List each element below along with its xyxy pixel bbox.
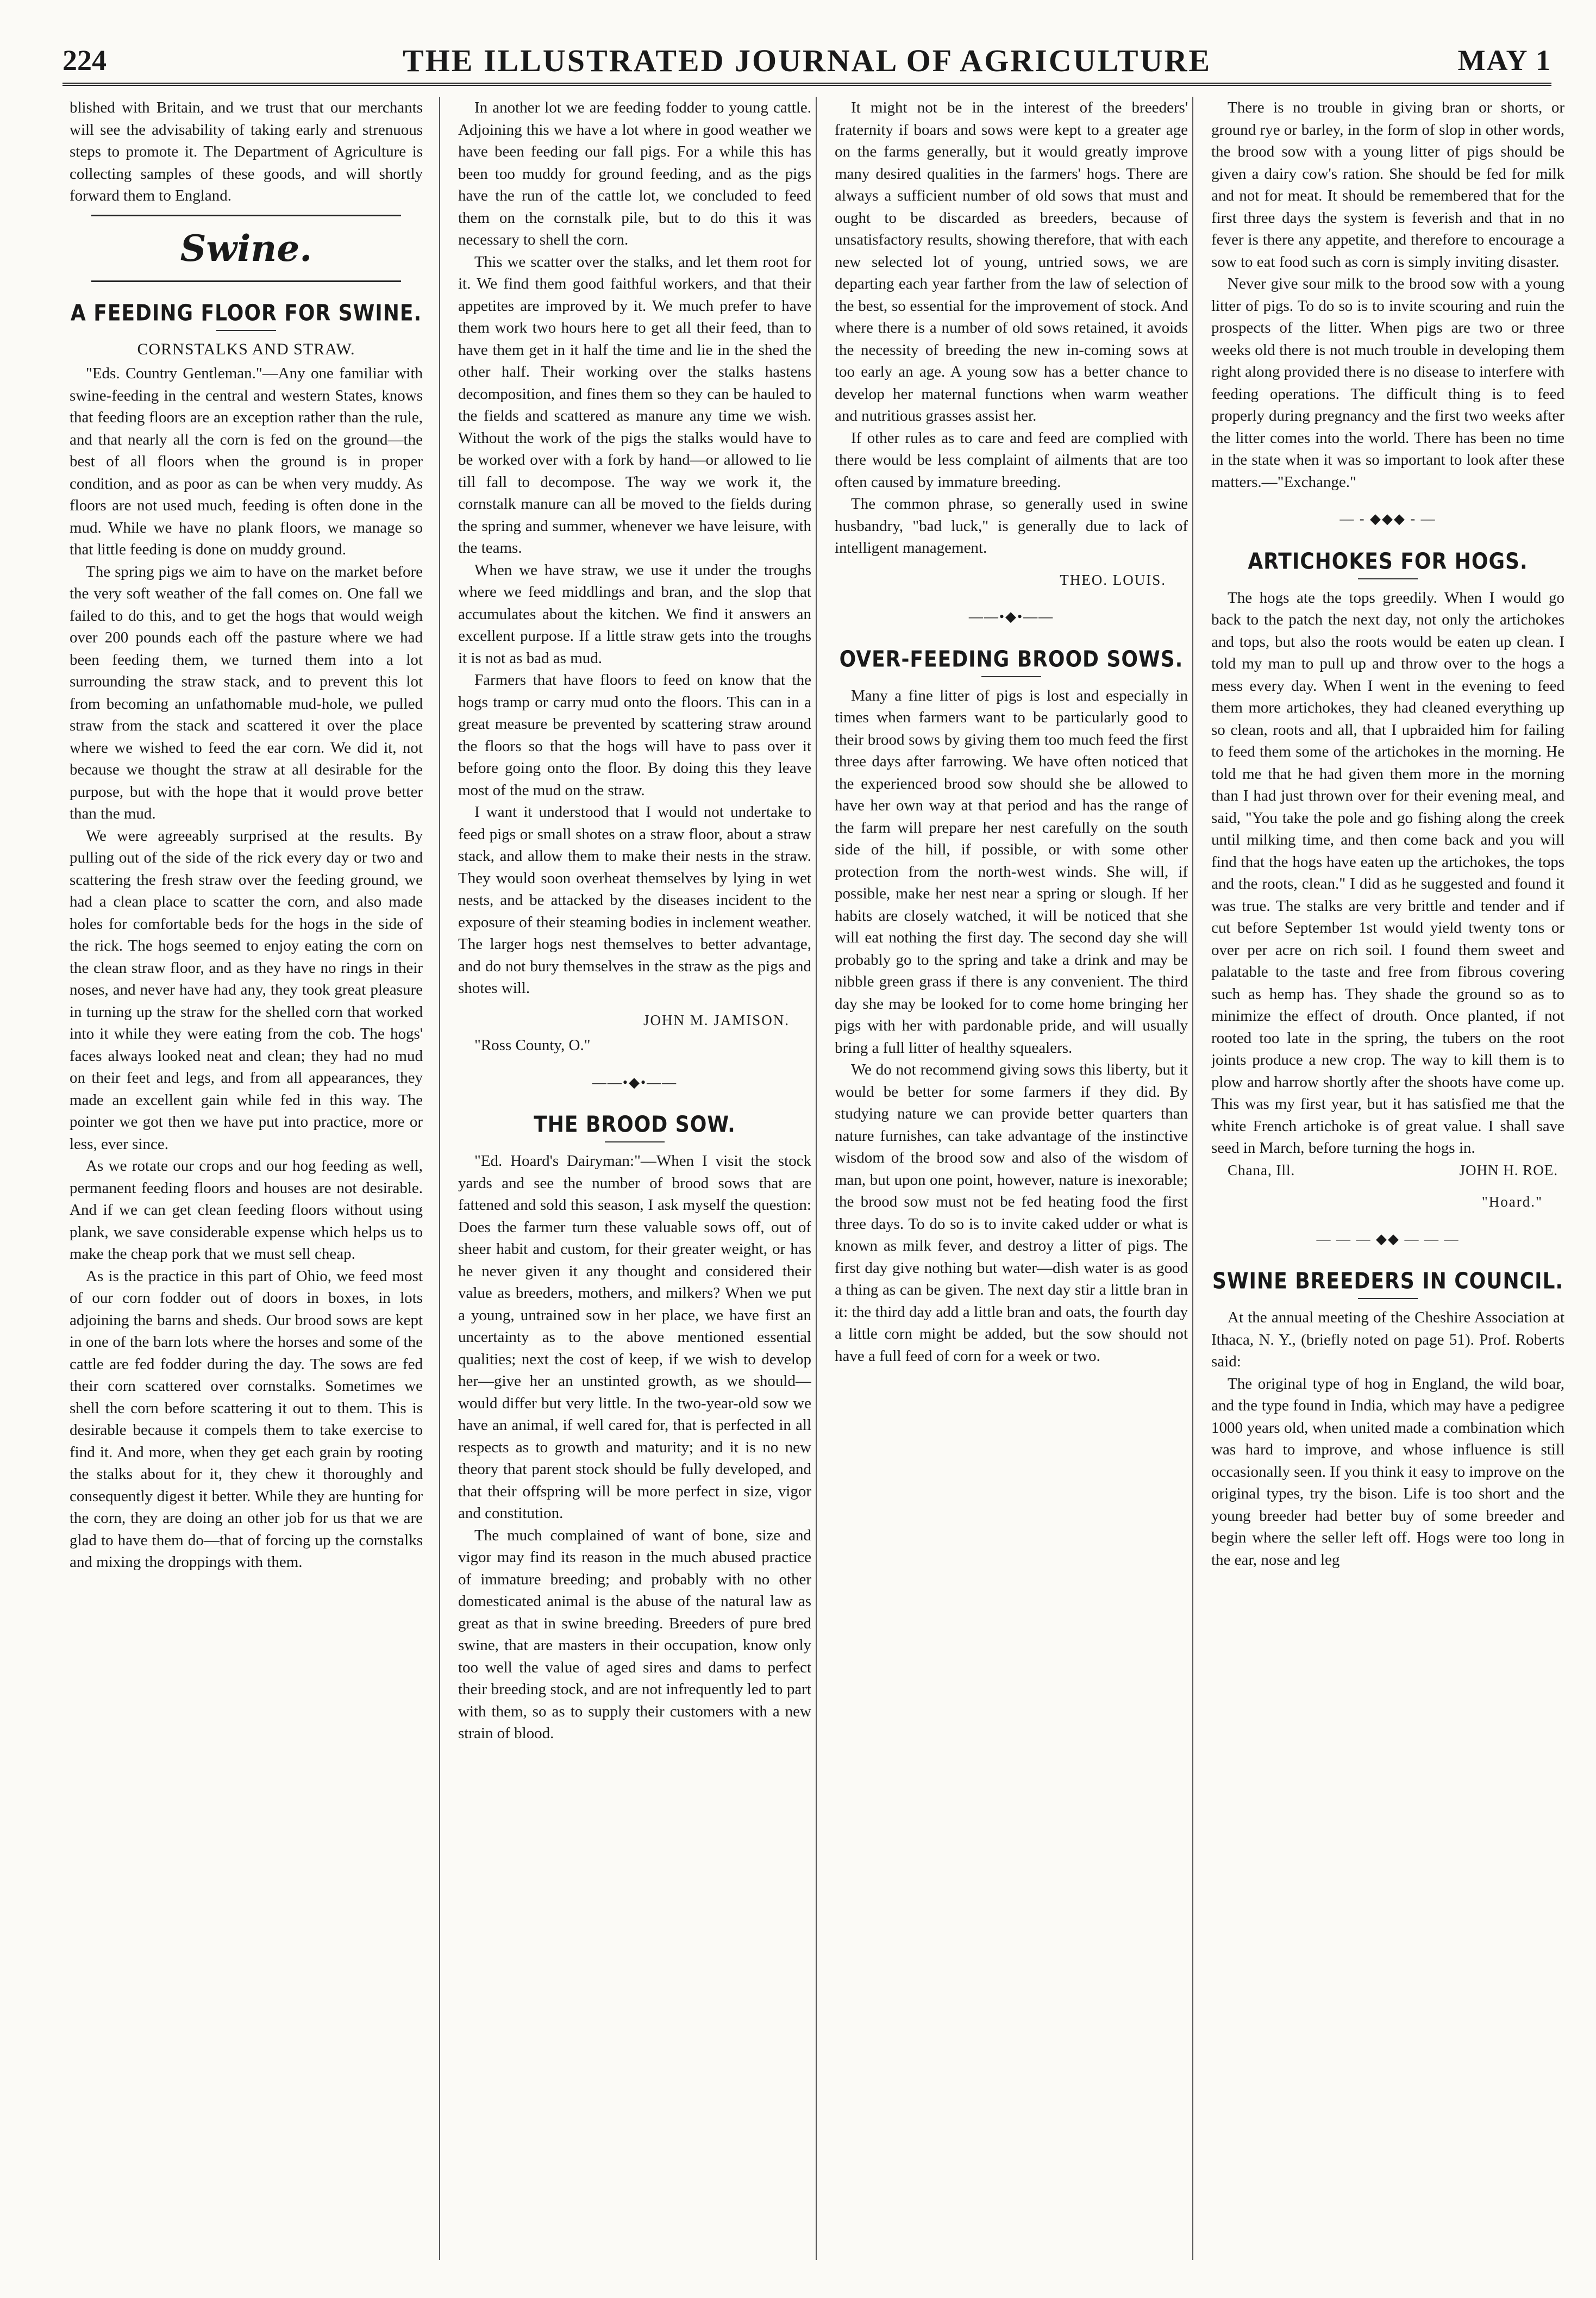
article-paragraph: The hogs ate the tops greedily. When I would go back to the patch the next day, not only the artichokes and tops, but also the roots would be eaten up clean. I told my man to pull up and throw over to the hogs a mess every day. When I went in the evening to feed them more artichokes, they had cleaned everything up so clean, roots and all, that I upbraided him for failing to feed them some of the artichokes in the morning. He told me that he had given them more in the morning than I had just thrown over for their evening meal, and said, "You take the pole and go fishing along the creek until milking time, and then come back and you will find that the hogs have eaten up the artichokes, the tops and the roots, clean." I did as he suggested and found it was true. The stalks are very brittle and tender and if cut before September 1st would yield twenty tons or over per acre on rich soil. I found them sweet and palatable to the taste and free from fibrous covering such as hemp has. They shade the ground so as to minimize the effect of drouth. Once planted, if not rooted too late in the spring, the tubers on the root joints produce a new crop. The way to kill them is to plow and harrow shortly after the shoots have come up. This was my first year, but it has satisfied me that the white French artichoke is of great value. I shall save seed in March, before turning the hogs in. [1211,589,1564,1157]
column-rule [439,97,440,2260]
column-4 [1211,97,1564,2265]
article-source: "Hoard." [1481,1194,1543,1210]
ornament-divider: ——•◆•—— [968,609,1054,625]
article-paragraph: As is the practice in this part of Ohio, we feed most of our corn fodder out of doors in boxes, in lots adjoining the barns and sheds. Our brood sows are kept in one of the barn lots where the horses and some of the cattle are fed fodder during the day. The sows are fed their corn scattered over cornstalks. Sometimes we shell the corn before scattering it out to them. This is desirable because it compels them to take exercise to find it. And more, when they get each grain by rooting the stalks about for it, they chew it thoroughly and consequently digest it better. While they are hunting for the corn, they are doing an other job for us that we are glad to have them do—that of forcing up the cornstalks and mixing the droppings with them. [70,1267,423,1571]
article-paragraph: Farmers that have floors to feed on know that the hogs tramp or carry mud onto the floors. This can in a great measure be prevented by scattering straw around the floors so that the hogs will have to pass over it before going onto the floor. By doing this they leave most of the mud on the straw. [458,671,811,799]
article-subheadline: CORNSTALKS AND STRAW. [137,340,355,358]
article-paragraph: At the annual meeting of the Cheshire Association at Ithaca, N. Y., (briefly noted on page 51). Prof. Roberts said: [1211,1309,1564,1370]
article-paragraph: This we scatter over the stalks, and let them root for it. We find them good faithful workers, and that their appetites are improved by it. We much prefer to have them work two hours here to get all their feed, than to have them get in it half the time and lie in the shed the other half. Their working over the stalks hastens decomposition, and fines them so they can be hauled to the fields and scattered as manure any time we wish. Without the work of the pigs the stalks would have to be worked over with a fork by hand—or allowed to lie till fall to decompose. The way we work it, the cornstalk manure can all be moved to the fields during the spring and summer, whenever we have leisure, with the teams. [458,253,811,557]
column-rule [1192,97,1193,2260]
author-location: "Ross County, O." [474,1036,591,1054]
headline-rule [605,1141,665,1142]
article-headline: THE BROOD SOW. [534,1111,736,1138]
article-paragraph: In another lot we are feeding fodder to young cattle. Adjoining this we have a lot where in good weather we have been feeding our fall pigs. For a while this has been too muddy for ground feeding, and as the pigs have the run of the cattle lot, we concluded to feed them on the cornstalk pile, but to do this it was necessary to shell the corn. [458,99,811,248]
article-headline: A FEEDING FLOOR FOR SWINE. [70,300,422,326]
column-1 [70,97,423,2265]
author-signature: THEO. LOUIS. [1060,571,1166,588]
article-paragraph: Many a fine litter of pigs is lost and especially in times when farmers want to be particularly good to their brood sows by giving them too much feed the first three days after farrowing. We have often noticed that the experienced brood sow should she be allowed to have her own way at that period and has the range of the farm will prepare her nest carefully on the south side of the hill, if possible, or with some other protection from the north-west winds. She will, if possible, make her nest near a spring or slough. If her habits are closely watched, it will be noticed that she will eat nothing the first day. The second day she will probably go to the spring and take a drink and may be nibble green grass if there is any convenient. The third day she may be looked for to come home bringing her pigs with her with pardonable pride, and will usually bring a full litter of healthy squealers. [835,686,1188,1057]
journal-title: THE ILLUSTRATED JOURNAL OF AGRICULTURE [402,43,1212,78]
article-headline: SWINE BREEDERS IN COUNCIL. [1212,1268,1564,1294]
ornament-divider: — - ◆◆◆ - — [1340,511,1436,527]
article-paragraph: We were agreeably surprised at the results. By pulling out of the side of the rick every day or two and scattering the fresh straw over the feeding ground, we had a clean place to scatter the corn, and also made holes for comfortable beds for the hogs in the side of the rick. The hogs seemed to enjoy eating the corn on the clean straw floor, and as they have no rings in their noses, and never have had any, they took great pleasure in turning up the straw for the shelled corn that worked into it while they were eating from the cob. The hogs' faces always looked neat and clean; they had no mud on their feet and legs, and from all appearances, they made an excellent gain while fed in this way. The pointer we got then we have put into practice, more or less, ever since. [70,827,423,1153]
page-number: 224 [62,44,107,77]
article-paragraph: When we have straw, we use it under the troughs where we feed middlings and bran, and the slop that accumulates about the kitchen. We find it answers an excellent purpose. If a little straw gets into the troughs it is not as bad as mud. [458,561,811,667]
headline-rule [981,676,1041,677]
article-paragraph: As we rotate our crops and our hog feeding as well, permanent feeding floors and houses are not desirable. And if we can get clean feeding floors without using plank, we save considerable expense which helps us to make the cheap pork that we must sell cheap. [70,1157,423,1263]
article-paragraph: The original type of hog in England, the wild boar, and the type found in India, which may have a pedigree 1000 years old, when united made a combination which was hard to improve, and whose influence is still occasionally seen. If you think it easy to improve on the original types, try the bison. Life is too short and the young breeder had better buy of some breeder and begin where the seller left off. Hogs were too long in the ear, nose and leg [1211,1375,1564,1569]
signature-row [1211,1159,1564,1182]
author-signature: JOHN M. JAMISON. [643,1011,790,1028]
author-signature: JOHN H. ROE. [1459,1162,1558,1178]
column-rule [816,97,817,2260]
headline-rule [1358,1298,1418,1299]
article-paragraph: The much complained of want of bone, size and vigor may find its reason in the much abused practice of immature breeding; and probably with no other domesticated animal is the abuse of the natural law as great as that in swine breeding. Breeders of pure bred swine, that are masters in their occupation, know only too well the value of aged sires and dams to perfect their breeding stock, and are not infrequently led to part with them, so as to supply their customers with a new strain of blood. [458,1526,811,1742]
article-paragraph: Never give sour milk to the brood sow with a young litter of pigs. To do so is to invite scouring and ruin the prospects of the litter. When pigs are two or three weeks old there is not much trouble in developing them right along provided there is no disease to interfere with feeding operations. The difficult thing is to feed properly during pregnancy and the first two weeks after the litter comes into the world. There has been no time in the state when it was so important to look after these matters.—"Exchange." [1211,275,1564,491]
article-paragraph: "Ed. Hoard's Dairyman:"—When I visit the stock yards and see the number of brood sows that are fattened and sold this season, I ask myself the question: Does the farmer turn these valuable sows off, out of sheer habit and custom, for their greater weight, or has he never given it any thought and considered their value as breeders, mothers, and milkers? When we put a young, untrained sow in her place, we have first an uncertainty as to the above mentioned essential qualities; next the cost of keep, if we wish to develop her—give her an unstinted growth, as we should—would differ but very little. In the two-year-old sow we have an animal, if well cared for, that is perfected in all respects as to growth and maturity; and it is no new theory that parent stock should be fully developed, and that their offspring will be more perfect in size, vigor and constitution. [458,1152,811,1522]
article-headline: ARTICHOKES FOR HOGS. [1248,548,1528,574]
masthead [62,39,1551,86]
headline-rule [1358,578,1418,579]
intro-paragraph: blished with Britain, and we trust that our merchants will see the advisability of taking early and strenuous steps to promote it. The Department of Agriculture is collecting samples of these goods, and will shortly forward them to England. [70,99,423,204]
article-paragraph: The common phrase, so generally used in swine husbandry, "bad luck," is generally due to lack of intelligent management. [835,495,1188,557]
article-paragraph: We do not recommend giving sows this liberty, but it would be better for some farmers if they did. By studying nature we can provide better quarters than nature furnishes, can take advantage of the instinctive wisdom of the brood sow and also of the wisdom of man, but upon one point, however, nature is inexorable; the brood sow must not be fed heating food the first three days. To do so is to invite caked udder or what is known as milk fever, and destroy a litter of pigs. The first day give nothing but water—dish water is as good a thing as can be given. The next day stir a little bran in it: the third day add a little bran and oats, the fourth day a little corn might be added, but the sow should not have a full feed of corn for a week or two. [835,1061,1188,1365]
column-3 [835,97,1188,2265]
column-2 [458,97,811,2265]
headline-rule [216,330,276,331]
article-paragraph: There is no trouble in giving bran or shorts, or ground rye or barley, in the form of slop in other words, the brood sow with a young litter of pigs should be given a dairy cow's ration. She should be fed for milk and not for meat. It should be remembered that for the first three days the system is feverish and that in no fever is there any appetite, and therefore to encourage a sow to eat food such as corn is simply inviting disaster. [1211,99,1564,271]
section-divider [91,280,401,282]
issue-date: MAY 1 [1457,44,1551,77]
article-paragraph: I want it understood that I would not undertake to feed pigs or small shotes on a straw floor, about a straw stack, and allow them to make their nests in the straw. They would soon overheat themselves by lying in wet nests, and be attacked by the diseases incident to the exposure of their steaming bodies in inclement weather. The larger hogs nest themselves to better advantage, and do not bury themselves in the straw as the pigs and shotes will. [458,803,811,997]
article-headline: OVER-FEEDING BROOD SOWS. [839,646,1184,672]
author-location: Chana, Ill. [1228,1162,1295,1178]
section-divider [91,215,401,216]
ornament-divider: ——•◆•—— [592,1074,678,1090]
article-paragraph: It might not be in the interest of the breeders' fraternity if boars and sows were kept to a greater age on the farms generally, but it would greatly improve many desired qualities in the farmers' hogs. There are always a sufficient number of old sows that must and ought to be discarded as breeders, because of unsatisfactory results, showing therefore, that with each new selected lot of young, untried sows, we are departing each year farther from the law of selection of the best, so essential for the improvement of stock. And where there is a number of old sows retained, it avoids the necessity of breeding the new in-coming sows at too early an age. A young sow has a better chance to develop her maternal functions when warm weather and nutritious grasses assist her. [835,99,1188,424]
ornament-divider: — — — ◆◆ — — — [1316,1231,1460,1247]
article-paragraph: The spring pigs we aim to have on the market before the very soft weather of the fall comes on. One fall we failed to do this, and to get the hogs that would weigh over 200 pounds each off the pasture where we had been feeding them, we turned them into a lot surrounding the straw stack, and to prevent this lot from becoming an unfathomable mud-hole, we pulled straw from the stack and scattered it over the place where we wished to feed the ear corn. We did it, not because we thought the straw at all desirable for the purpose, but with the hope that it would prove better than the mud. [70,563,423,822]
article-paragraph: "Eds. Country Gentleman."—Any one familiar with swine-feeding in the central and western States, knows that feeding floors are an exception rather than the rule, and that nearly all the corn is fed on the ground—the best of all floors when the ground is in proper condition, and as poor as can be when very muddy. As floors are not used much, feeding is often done in the mud. While we have no plank floors, we manage so that little feeding is done on muddy ground. [70,365,423,558]
section-title: Swine. [180,227,312,270]
article-paragraph: If other rules as to care and feed are complied with there would be less complaint of ailments that are too often caused by immature breeding. [835,429,1188,491]
